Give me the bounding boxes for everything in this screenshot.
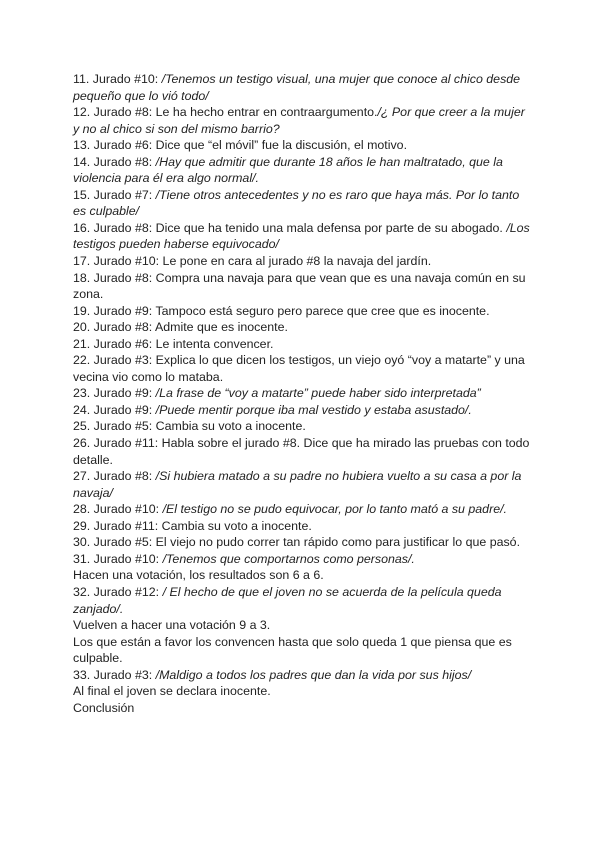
quote-text: /Puede mentir porque iba mal vestido y estaba asustado/. [155, 402, 472, 417]
quote-text: /Maldigo a todos los padres que dan la vida por sus hijos/ [155, 667, 472, 682]
entry-32 [73, 584, 530, 617]
quote-text: /Tenemos que comportarnos como personas/. [162, 551, 415, 566]
quote-text: /¿ Por que creer a la mujer y no al chico si son del mismo barrio? [73, 105, 525, 136]
entry-text: 23. Jurado #9: [73, 386, 156, 401]
entry-text: 19. Jurado #9: Tampoco está seguro pero parece que cree que es inocente. [73, 303, 490, 318]
quote-text: / El hecho de que el joven no se acuerda de la película queda zanjado/. [73, 584, 502, 616]
entry-text: Los que están a favor los convencen hasta que solo queda 1 que piensa que es culpable. [73, 634, 512, 666]
entry-text: 14. Jurado #8: [73, 154, 156, 169]
entry-30 [73, 534, 530, 551]
entry-text: 22. Jurado #3: Explica lo que dicen los testigos, un viejo oyó “voy a matarte” y una vecina vio como lo mataba. [73, 353, 525, 384]
entry-22 [73, 352, 530, 385]
entry-text: 31. Jurado #10: [73, 551, 163, 566]
entry-text: 28. Jurado #10: [73, 502, 163, 517]
quote-text: /Tiene otros antecedentes y no es raro que haya más. Por lo tanto es culpable/ [73, 187, 520, 219]
quote-text: /El testigo no se pudo equivocar, por lo tanto mató a su padre/. [162, 502, 507, 517]
entry-text: 25. Jurado #5: Cambia su voto a inocente. [73, 419, 306, 434]
entry-text: 18. Jurado #8: Compra una navaja para que vean que es una navaja común en su zona. [73, 270, 526, 302]
entry-text: Hacen una votación, los resultados son 6 a 6. [73, 568, 324, 583]
entry-text: 15. Jurado #7: [73, 187, 156, 202]
conclusion-heading [73, 700, 530, 717]
quote-text: /Si hubiera matado a su padre no hubiera vuelto a su casa a por la navaja/ [73, 469, 522, 500]
entry-28 [73, 501, 530, 518]
entry-text: 30. Jurado #5: El viejo no pudo correr tan rápido como para justificar lo que pasó. [73, 535, 521, 550]
narrative-line [73, 683, 530, 700]
entry-20 [73, 319, 530, 336]
narrative-line [73, 634, 530, 667]
entry-27 [73, 468, 530, 501]
entry-text: 12. Jurado #8: Le ha hecho entrar en contraargumento. [73, 105, 378, 120]
entry-15 [73, 187, 530, 220]
entry-16 [73, 220, 530, 253]
entry-text: 13. Jurado #6: Dice que “el móvil” fue la discusión, el motivo. [73, 138, 408, 153]
vote-result-2 [73, 617, 530, 634]
entry-29 [73, 518, 530, 535]
quote-text: /La frase de “voy a matarte” puede haber sido interpretada” [155, 386, 481, 401]
entry-text: 16. Jurado #8: Dice que ha tenido una mala defensa por parte de su abogado. [73, 220, 507, 235]
entry-25 [73, 418, 530, 435]
entry-14 [73, 154, 530, 187]
entry-text: Vuelven a hacer una votación 9 a 3. [73, 618, 271, 633]
entry-text: 26. Jurado #11: Habla sobre el jurado #8. Dice que ha mirado las pruebas con todo detalle. [73, 436, 530, 467]
entry-text: 27. Jurado #8: [73, 469, 156, 484]
quote-text: /Tenemos un testigo visual, una mujer que conoce al chico desde pequeño que lo vió todo/ [73, 72, 521, 103]
entry-12 [73, 104, 530, 137]
quote-text: /Los testigos pueden haberse equivocado/ [73, 220, 530, 252]
entry-23 [73, 385, 530, 402]
entry-26 [73, 435, 530, 468]
entry-21 [73, 336, 530, 353]
entry-text: 33. Jurado #3: [73, 667, 156, 682]
entry-17 [73, 253, 530, 270]
entry-text: 24. Jurado #9: [73, 402, 156, 417]
entry-text: 32. Jurado #12: [73, 584, 163, 599]
entry-33 [73, 667, 530, 684]
entry-31 [73, 551, 530, 568]
entry-13 [73, 137, 530, 154]
entry-text: 11. Jurado #10: [73, 72, 162, 86]
quote-text: /Hay que admitir que durante 18 años le han maltratado, que la violencia para él era algo normal/. [73, 154, 503, 186]
entry-text: 17. Jurado #10: Le pone en cara al jurado #8 la navaja del jardín. [73, 254, 432, 269]
entry-text: Conclusión [73, 700, 135, 715]
entry-18 [73, 270, 530, 303]
entry-text: 21. Jurado #6: Le intenta convencer. [73, 336, 274, 351]
entry-text: 29. Jurado #11: Cambia su voto a inocente. [73, 518, 312, 533]
entry-11 [73, 71, 530, 104]
entry-24 [73, 402, 530, 419]
entry-text: Al final el joven se declara inocente. [73, 684, 271, 699]
entry-text: 20. Jurado #8: Admite que es inocente. [73, 320, 288, 335]
vote-result-1 [73, 567, 530, 584]
entry-19 [73, 303, 530, 320]
